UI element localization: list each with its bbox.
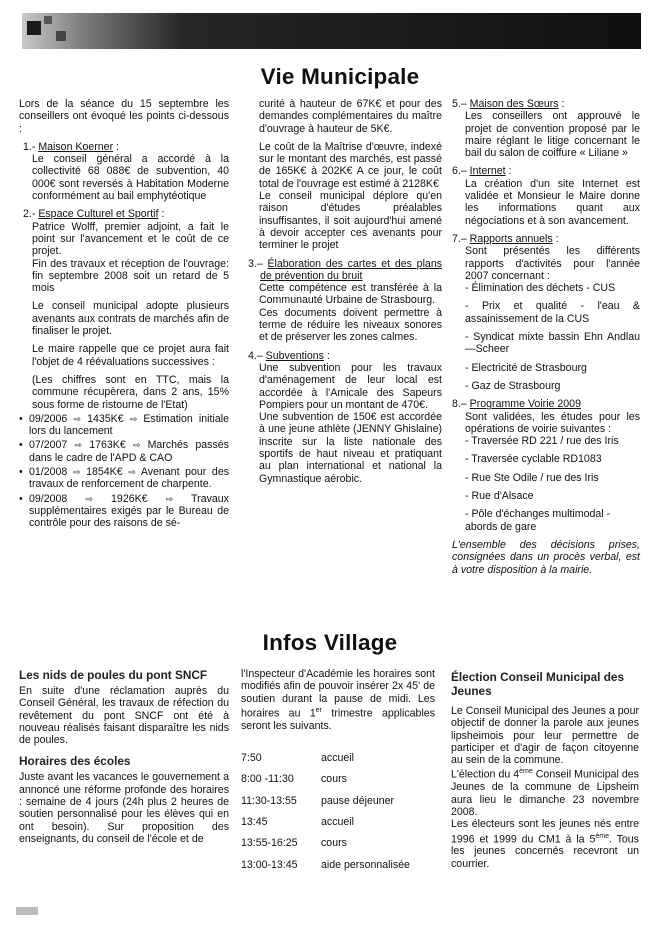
schedule-row: 7:50 accueil: [241, 752, 354, 765]
list-item: - Electricité de Strasbourg: [465, 361, 587, 374]
section-text: Le conseil municipal adopte plusieurs avenants aux contrats de marchés afin de finaliser le projet.: [32, 300, 229, 338]
schedule-row: 13:00-13:45 aide personnalisée: [241, 858, 410, 871]
section-text: Sont validées, les études pour les opérations de voirie suivantes :: [465, 410, 640, 435]
infos-title: Infos Village: [262, 630, 398, 655]
section-title: Rapports annuels: [469, 232, 553, 245]
section-title: Élaboration des cartes et des plans de prévention du bruit: [260, 257, 443, 282]
banner-square: [44, 16, 52, 24]
section-text: (Les chiffres sont en TTC, mais la commune récupèrera, dans 2 ans, 15% sous forme de ristourne de l'Etat): [32, 373, 229, 411]
banner-square: [56, 31, 66, 41]
section-number: 4.–: [248, 349, 266, 362]
cost-list: [19, 413, 229, 530]
section-number: 6.–: [452, 165, 470, 178]
list-item: • 07/2007 ⇨ 1763K€ ⇨ Marchés passés dans le cadre de l'APD & CAO: [19, 439, 229, 464]
infos-column-right: [451, 670, 639, 876]
list-item: - Élimination des déchets - CUS: [465, 282, 616, 295]
banner-square: [27, 21, 41, 35]
section-number: 7.–: [452, 232, 470, 245]
schedule-row: 8:00 -11:30 cours: [241, 773, 347, 786]
section-voirie: [452, 398, 640, 533]
section-maison-koerner: 1.- Maison Koerner : Le conseil général a accordé à la collectivité 68 088€ de subvention, 40 000€ sont reversés à Habitation Moderne conformément au bail emphytéotique: [19, 141, 229, 202]
section-text: Une subvention de 150€ est accordée à une jeune athlète (JENNY Ghislaine) inscrite sur la liste nationale des sportifs de haut niveau et pratiquant au plan international et national la Gymnastique aérobic.: [259, 411, 442, 485]
election-text: Les électeurs sont les jeunes nés entre 1996 et 1999 du CM1 à la 5ème. Tous les jeunes concernés recevront un courrier.: [451, 818, 639, 870]
infos-column-left: [19, 668, 229, 851]
list-item: - Traversée RD 221 / rue des Iris: [465, 435, 619, 448]
section-title: Subventions: [265, 349, 324, 362]
list-item: - Prix et qualité - l'eau & assainissement de la CUS: [465, 300, 640, 325]
section-subventions: 4.– Subventions : Une subvention pour les travaux d'aménagement de leur local est accordée à l'Amicale des Sapeurs Pompiers pour un montant de 470€. Une subvention de 150€ est accordée à une jeune athlète (JENNY Ghislaine) inscrite sur la liste nationale des sportifs de haut niveau et pratiquant au plan international et national la Gymnastique aérobic.: [248, 349, 442, 485]
list-item: - Rue d'Alsace: [465, 490, 534, 503]
column-middle: [246, 98, 442, 491]
closing-note: L'ensemble des décisions prises, consignées dans un procès verbal, est à votre disposition à la mairie.: [452, 538, 640, 576]
section-number: 5.–: [452, 98, 470, 110]
section-text: Cette compétence est transférée à la Communauté Urbaine de Strasbourg.: [259, 282, 442, 307]
section-internet: 6.– Internet : La création d'un site Internet est validée et Monsieur le Maire donne les informations quant aux négociations et à son avancement.: [452, 165, 640, 227]
list-item: - Pôle d'échanges multimodal - abords de gare: [465, 508, 611, 533]
section-text: Une subvention pour les travaux d'aménagement de leur local est accordée à l'Amicale des Sapeurs Pompiers pour un montant de 470€.: [259, 361, 442, 411]
list-item: - Gaz de Strasbourg: [465, 379, 561, 392]
list-item: - Syndicat mixte bassin Ehn Andlau—Scheer: [465, 331, 640, 356]
section-title: Maison des Sœurs: [469, 98, 559, 110]
section-title: Espace Culturel et Sportif: [38, 208, 159, 221]
list-item: • 01/2008 ⇨ 1854K€ ⇨ Avenant pour des travaux de renforcement de charpente.: [19, 466, 230, 491]
column-left: [19, 98, 229, 532]
nids-text: En suite d'une réclamation auprès du Conseil Général, les travaux de réfection du revêtement du pont SNCF ont été à nouveau réalisés faisant disparaître les nids de poules.: [19, 685, 229, 747]
section-text: Sont présentés les différents rapports d'activités pour l'année 2007 concernant :: [465, 245, 640, 282]
arrow-icon: ⇨: [72, 467, 81, 478]
section-rapports: 7.– Rapports annuels : Sont présentés les différents rapports d'activités pour l'année 2007 concernant : - Élimination des déchets - CUS - Prix et qualité - l'eau & assainissement de la CUS - Syndicat mixte bassin Ehn Andlau—Scheer - Electricité de Strasbourg - Gaz de Strasbourg: [452, 232, 640, 392]
infos-column-middle: [241, 668, 435, 880]
arrow-icon: ⇨: [74, 440, 83, 451]
section-text: Fin des travaux et réception de l'ouvrage: fin septembre 2008 soit un retard de 5 mois: [32, 257, 229, 295]
page-title: Vie Municipale: [260, 64, 420, 89]
section-text: Les conseillers ont approuvé le projet de convention proposé par le maire réglant le litige concernant le bail du salon de coiffure « Liliane »: [465, 110, 640, 160]
election-title: Élection Conseil Municipal des Jeunes: [451, 670, 625, 698]
horaires-continued: l'Inspecteur d'Académie les horaires sont modifiés afin de pouvoir insérer 2x 45' de soutien durant la pause de midi. Les horaires au 1er trimestre applicables seront les suivants.: [241, 668, 435, 732]
arrow-icon: ⇨: [129, 413, 138, 424]
section-number: 8.–: [452, 398, 470, 411]
arrow-icon: ⇨: [165, 493, 174, 504]
schedule-row: 13:55-16:25 cours: [241, 837, 347, 850]
section-text: curité à hauteur de 67K€ et pour des demandes complémentaires du maître d'ouvrage à hauteur de 5K€.: [259, 98, 442, 135]
list-item: • 09/2006 ⇨ 1435K€ ⇨ Estimation initiale lors du lancement: [19, 412, 229, 438]
section-text: Le coût de la Maîtrise d'œuvre, indexé sur le montant des marchés, est passé de 165K€ à 202K€ A ce jour, le coût total de l'ouvrage est estimé à 2128K€: [259, 140, 442, 190]
section-number: 3.–: [248, 257, 268, 270]
section-text: Patrice Wolff, premier adjoint, a fait le point sur l'avancement et le coût de ce projet.: [32, 220, 229, 258]
section-number: 1.-: [23, 140, 39, 153]
header-banner: [22, 13, 641, 49]
horaires-text: Juste avant les vacances le gouvernement a annoncé une réforme profonde des horaires : semaine de 4 jours (24h plus 2 heures de soutien personnalisé pour les élèves qui en ont besoin). Sur proposition des enseignants, du conseil de l'école et de: [19, 771, 229, 845]
election-text: Le Conseil Municipal des Jeunes a pour objectif de donner la parole aux jeunes lipsheimois pour leur permettre de participer et d'agir de façon citoyenne au sein de la commune.: [451, 705, 639, 767]
section-plans-bruit: [246, 258, 442, 344]
arrow-icon: ⇨: [128, 467, 136, 478]
section-text: Le conseil général a accordé à la collectivité 68 088€ de subvention, 40 000€ sont reversés à Habitation Moderne conformément au bail emphytéotique: [32, 153, 229, 203]
section-text: Le conseil municipal déplore qu'en raison d'études préalables insuffisantes, il soit aujourd'hui amené à devoir accepter ces avenants pour terminer le projet: [259, 190, 442, 252]
arrow-icon: ⇨: [73, 413, 81, 424]
list-item: - Traversée cyclable RD1083: [465, 453, 602, 466]
column-right: [452, 98, 640, 582]
footer-mark: [16, 907, 38, 915]
section-maison-soeurs: 5.– Maison des Sœurs : Les conseillers ont approuvé le projet de convention proposé par le maire réglant le litige concernant le bail du salon de coiffure « Liliane »: [452, 98, 640, 160]
intro-text: Lors de la séance du 15 septembre les conseillers ont évoqué les points ci-dessous :: [19, 98, 229, 135]
nids-title: Les nids de poules du pont SNCF: [19, 668, 208, 682]
section-number: 2.-: [23, 208, 39, 221]
horaires-title: Horaires des écoles: [19, 754, 131, 769]
list-item: • 09/2008 ⇨ 1926K€ ⇨ Travaux supplémentaires exigés par le Bureau de contrôle pour des raisons de sé-: [19, 492, 229, 530]
arrow-icon: ⇨: [132, 440, 141, 451]
section-text: Le maire rappelle que ce projet aura fait l'objet de 4 réévaluations successives :: [32, 343, 229, 368]
section-title: Maison Koerner: [38, 140, 114, 153]
section-title: Internet: [469, 165, 506, 178]
schedule-row: 11:30-13:55 pause déjeuner: [241, 794, 395, 807]
section-title: Programme Voirie 2009: [469, 398, 581, 411]
list-item: - Rue Ste Odile / rue des Iris: [465, 471, 599, 484]
election-text: L'élection du 4ème Conseil Municipal des Jeunes de la commune de Lipsheim aura lieu le dimanche 23 novembre 2008.: [451, 768, 639, 818]
arrow-icon: ⇨: [85, 493, 93, 504]
section-text: Ces documents doivent permettre à terme de réduire les niveaux sonores et de préserver les zones calmes.: [259, 306, 442, 344]
section-espace-culturel: 2.- Espace Culturel et Sportif : Patrice Wolff, premier adjoint, a fait le point sur l'avancement et le coût de ce projet. Fin des travaux et réception de l'ouvrage: fin septembre 2008 soit un retard de 5 mois Le conseil municipal adopte plusieurs avenants aux contrats de marchés afin de finaliser le projet. Le maire rappelle que ce projet aura fait l'objet de 4 réévaluations successives : (Les chiffres sont en TTC, mais la commune récupèrera, dans 2 ans, 15% sous forme de ristourne de l'Etat): [19, 208, 229, 410]
section-text: La création d'un site Internet est validée et Monsieur le Maire donne les informations quant aux négociations et à son avancement.: [465, 177, 640, 227]
schedule-row: 13:45 accueil: [241, 815, 354, 828]
schedule-table: [241, 752, 435, 871]
